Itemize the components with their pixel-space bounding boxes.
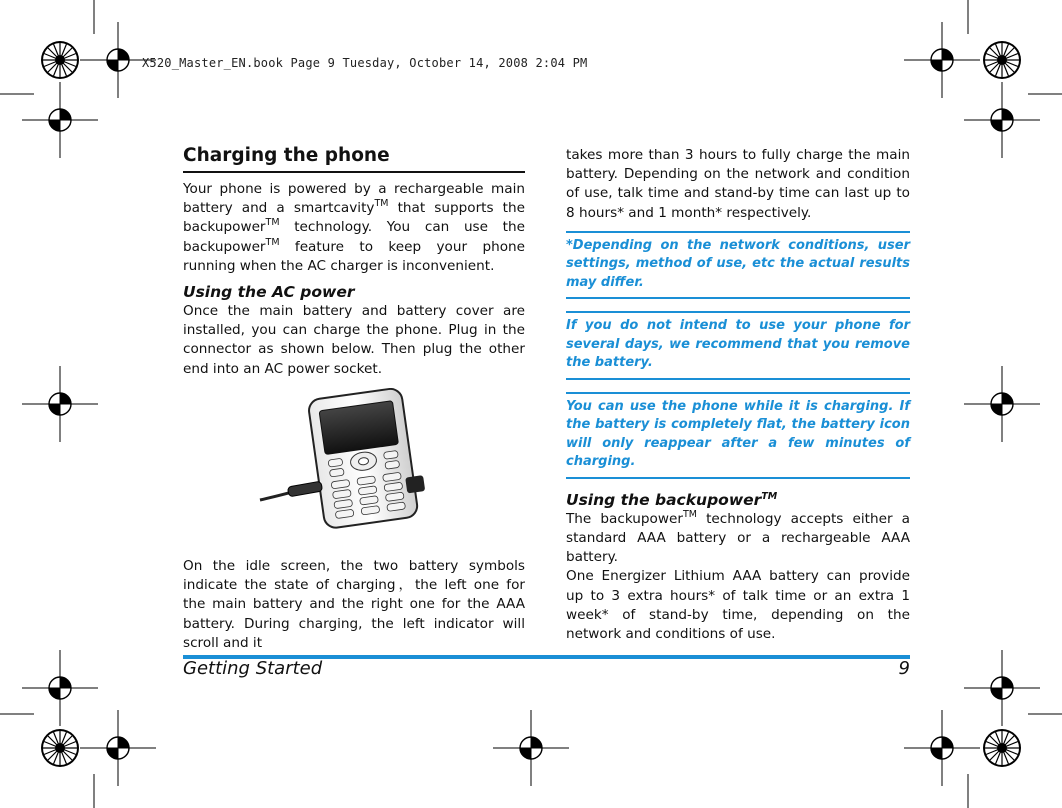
star-target-icon: [41, 729, 79, 767]
registration-mark-icon: [904, 22, 980, 98]
backupower-heading: Using the backupower™: [566, 490, 778, 509]
star-target-icon: [983, 729, 1021, 767]
page-number: 9: [898, 658, 910, 679]
idle-screen-paragraph: On the idle screen, the two battery symbols indicate the state of charging，the left one for the main battery and the right one for the AAA battery. During charging, the left indicator will scroll and it: [183, 558, 525, 651]
print-slug: X520_Master_EN.book Page 9 Tuesday, October 14, 2008 2:04 PM: [142, 56, 588, 70]
registration-mark-icon: [964, 650, 1040, 726]
ac-power-heading: Using the AC power: [183, 283, 355, 302]
footer-section-title: Getting Started: [183, 658, 323, 679]
section-title: Charging the phone: [183, 144, 525, 173]
registration-mark-icon: [964, 366, 1040, 442]
star-target-icon: [983, 41, 1021, 79]
registration-mark-icon: [904, 710, 980, 786]
ac-power-paragraph: Once the main battery and battery cover are installed, you can charge the phone. Plug in the connector as shown below. Then plug the other end into an AC power socket.: [183, 303, 525, 377]
registration-mark-icon: [22, 366, 98, 442]
registration-mark-icon: [493, 710, 569, 786]
star-target-icon: [41, 41, 79, 79]
charging-time-paragraph: takes more than 3 hours to fully charge the main battery. Depending on the network and condition of use, talk time and stand-by time can last up to 8 hours* and 1 month* respectively.: [566, 147, 910, 221]
registration-mark-icon: [22, 650, 98, 726]
registration-mark-icon: [80, 710, 156, 786]
note-network-conditions: *Depending on the network conditions, user settings, method of use, etc the actual results may differ.: [566, 231, 910, 300]
intro-paragraph: Your phone is powered by a rechargeable main battery and a smartcavity™ that supports the backupower™ technology. You can use the backupower™ feature to keep your phone running when the AC charger is inconvenient.: [183, 181, 525, 274]
phone-charging-illustration: [258, 388, 432, 536]
note-remove-battery: If you do not intend to use your phone for several days, we recommend that you remove the battery.: [566, 311, 910, 380]
left-column: [183, 144, 525, 379]
registration-mark-icon: [964, 82, 1040, 158]
energizer-paragraph: One Energizer Lithium AAA battery can provide up to 3 extra hours* of talk time or an extra 1 week* of stand-by time, depending on the network and conditions of use.: [566, 568, 910, 643]
backupower-paragraph: The backupower™ technology accepts either a standard AAA battery or a rechargeable AAA battery.: [566, 508, 910, 566]
registration-mark-icon: [22, 82, 98, 158]
right-column: [566, 146, 910, 644]
note-use-while-charging: You can use the phone while it is charging. If the battery is completely flat, the battery icon will only reappear after a few minutes of charging.: [566, 392, 910, 479]
